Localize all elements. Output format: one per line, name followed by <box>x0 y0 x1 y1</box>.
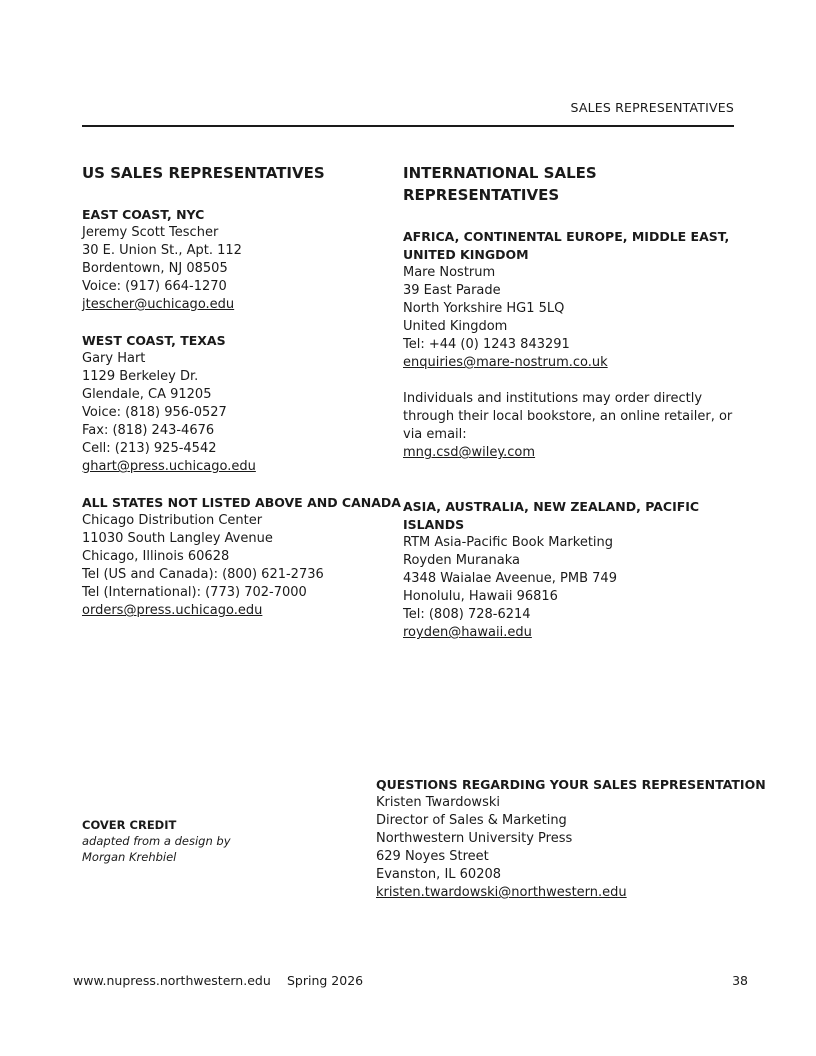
rep-heading: WEST COAST, TEXAS <box>82 333 226 348</box>
rep-contact: Royden Muranaka <box>403 553 520 568</box>
rep-africa-europe <box>403 228 732 462</box>
order-email-link[interactable]: mng.csd@wiley.com <box>403 445 536 460</box>
rep-phone: Voice: (818) 956-0527 <box>82 405 227 420</box>
rep-name: Chicago Distribution Center <box>82 513 263 528</box>
rep-country: United Kingdom <box>403 319 508 334</box>
rep-address: 39 East Parade <box>403 283 501 298</box>
rep-city: North Yorkshire HG1 5LQ <box>403 301 565 316</box>
rep-email-link[interactable]: royden@hawaii.edu <box>403 625 532 640</box>
questions-contact <box>376 776 766 902</box>
footer-season: Spring 2026 <box>287 973 364 988</box>
rep-city: Chicago, Illinois 60628 <box>82 549 230 564</box>
us-section-title: US SALES REPRESENTATIVES <box>82 164 325 182</box>
contact-title: Director of Sales & Marketing <box>376 813 567 828</box>
running-head: SALES REPRESENTATIVES <box>570 100 734 115</box>
rep-all-states <box>82 494 401 620</box>
contact-email-link[interactable]: kristen.twardowski@northwestern.edu <box>376 885 627 900</box>
rep-phone: Tel: +44 (0) 1243 843291 <box>403 337 570 352</box>
cover-credit <box>82 817 231 865</box>
rep-email-link[interactable]: jtescher@uchicago.edu <box>82 297 235 312</box>
rep-heading: UNITED KINGDOM <box>403 247 529 262</box>
contact-name: Kristen Twardowski <box>376 795 500 810</box>
rep-address: 30 E. Union St., Apt. 112 <box>82 243 242 258</box>
rep-address: 4348 Waialae Aveenue, PMB 749 <box>403 571 617 586</box>
cover-credit-text: adapted from a design by <box>82 834 231 848</box>
rep-email-link[interactable]: orders@press.uchicago.edu <box>82 603 263 618</box>
intl-section-title <box>403 162 597 206</box>
rep-asia-pacific <box>403 498 699 642</box>
order-note: via email: <box>403 427 467 442</box>
contact-org: Northwestern University Press <box>376 831 573 846</box>
rep-phone: Tel: (808) 728-6214 <box>403 607 531 622</box>
rep-name: Mare Nostrum <box>403 265 496 280</box>
rep-heading: ALL STATES NOT LISTED ABOVE AND CANADA <box>82 495 401 510</box>
rep-city: Honolulu, Hawaii 96816 <box>403 589 558 604</box>
rep-address: 11030 South Langley Avenue <box>82 531 273 546</box>
cover-credit-heading: COVER CREDIT <box>82 818 177 832</box>
rep-city: Bordentown, NJ 08505 <box>82 261 228 276</box>
rep-fax: Fax: (818) 243-4676 <box>82 423 215 438</box>
rep-phone: Voice: (917) 664-1270 <box>82 279 227 294</box>
order-note: Individuals and institutions may order directly <box>403 391 703 406</box>
rep-email-link[interactable]: ghart@press.uchicago.edu <box>82 459 256 474</box>
rep-heading: ISLANDS <box>403 517 465 532</box>
footer-website: www.nupress.northwestern.edu <box>73 973 271 988</box>
contact-address: 629 Noyes Street <box>376 849 489 864</box>
rep-name: Jeremy Scott Tescher <box>82 225 219 240</box>
rep-heading: EAST COAST, NYC <box>82 207 205 222</box>
page-number: 38 <box>732 973 748 988</box>
rep-email-link[interactable]: enquiries@mare-nostrum.co.uk <box>403 355 608 370</box>
rep-phone: Tel (US and Canada): (800) 621-2736 <box>82 567 324 582</box>
rep-phone-intl: Tel (International): (773) 702-7000 <box>82 585 307 600</box>
intl-title-line: INTERNATIONAL SALES <box>403 164 597 182</box>
rep-heading: ASIA, AUSTRALIA, NEW ZEALAND, PACIFIC <box>403 499 700 514</box>
rep-name: Gary Hart <box>82 351 146 366</box>
order-note: through their local bookstore, an online retailer, or <box>403 409 733 424</box>
intl-title-line: REPRESENTATIVES <box>403 186 560 204</box>
rep-west-coast <box>82 332 256 476</box>
rep-name: RTM Asia-Pacific Book Marketing <box>403 535 614 550</box>
rep-address: 1129 Berkeley Dr. <box>82 369 199 384</box>
rep-cell: Cell: (213) 925-4542 <box>82 441 217 456</box>
rep-city: Glendale, CA 91205 <box>82 387 212 402</box>
cover-credit-designer: Morgan Krehbiel <box>82 850 177 864</box>
questions-heading: QUESTIONS REGARDING YOUR SALES REPRESENTATION <box>376 777 766 792</box>
header-rule <box>82 125 734 127</box>
rep-heading: AFRICA, CONTINENTAL EUROPE, MIDDLE EAST, <box>403 229 730 244</box>
rep-east-coast <box>82 206 242 314</box>
contact-city: Evanston, IL 60208 <box>376 867 502 882</box>
